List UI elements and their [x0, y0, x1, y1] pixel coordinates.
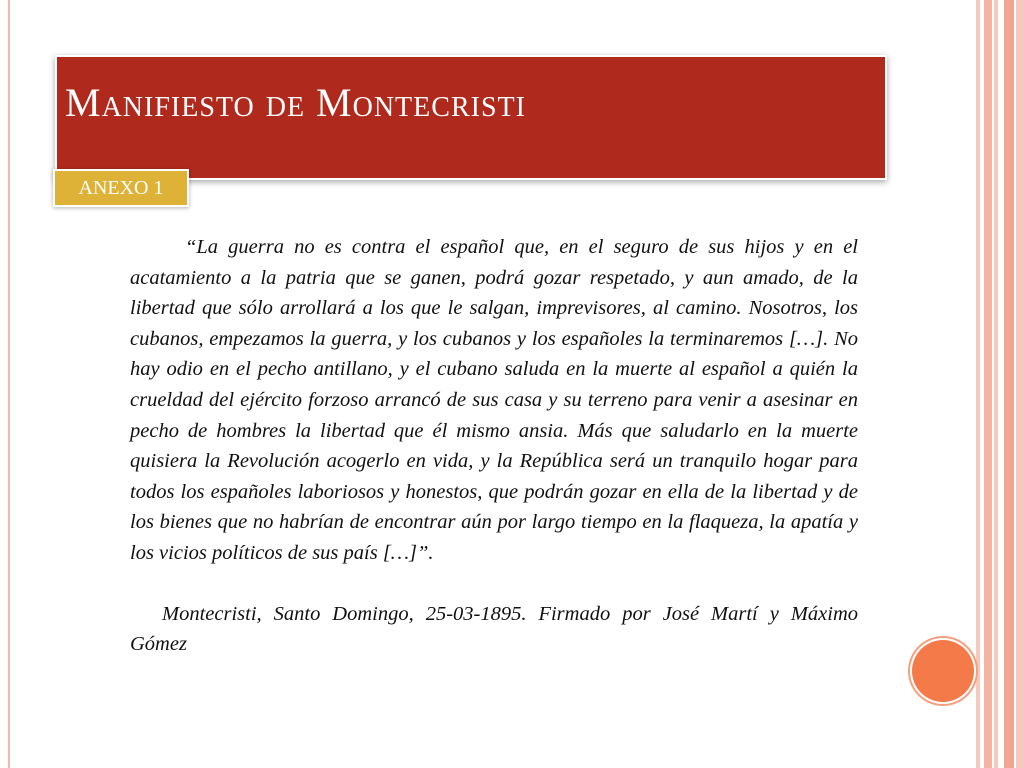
quote-paragraph: “La guerra no es contra el español que, en el seguro de sus hijos y en el acatamiento a la patria que se ganen, podrá gozar respetado, y aun amado, de la libertad que sólo arrollará a los que le salgan, imprevisores, al camino. Nosotros, los cubanos, empezamos la guerra, y los cubanos y los españoles la terminaremos […]. No hay odio en el pecho antillano, y el cubano saluda en la muerte al español a quién la crueldad del ejército forzoso arrancó de sus casa y su terreno para venir a asesinar en pecho de hombres la libertad que él mismo ansia. Más que saludarlo en la muerte quisiera la Revolución acogerlo en vida, y la República será un tranquilo hogar para todos los españoles laboriosos y honestos, que podrán gozar en ella de la libertad y de los bienes que no habrían de encontrar aún por largo tiempo en la flaqueza, la apatía y los vicios políticos de sus país […]”.	[130, 236, 858, 564]
right-stripe-decoration	[1016, 0, 1024, 768]
signature-paragraph: Montecristi, Santo Domingo, 25-03-1895. Firmado por José Martí y Máximo Gómez	[130, 602, 858, 656]
right-stripe-decoration	[994, 0, 998, 768]
right-stripe-decoration	[984, 0, 992, 768]
left-border-decoration	[0, 0, 10, 768]
slide-body	[130, 232, 858, 660]
slide-title: Manifiesto de Montecristi	[65, 80, 526, 125]
orange-circle-decoration	[912, 640, 974, 702]
right-stripe-decoration	[1004, 0, 1014, 768]
title-bar	[55, 55, 887, 180]
annex-tag: ANEXO 1	[53, 169, 189, 207]
right-stripe-decoration	[976, 0, 980, 768]
